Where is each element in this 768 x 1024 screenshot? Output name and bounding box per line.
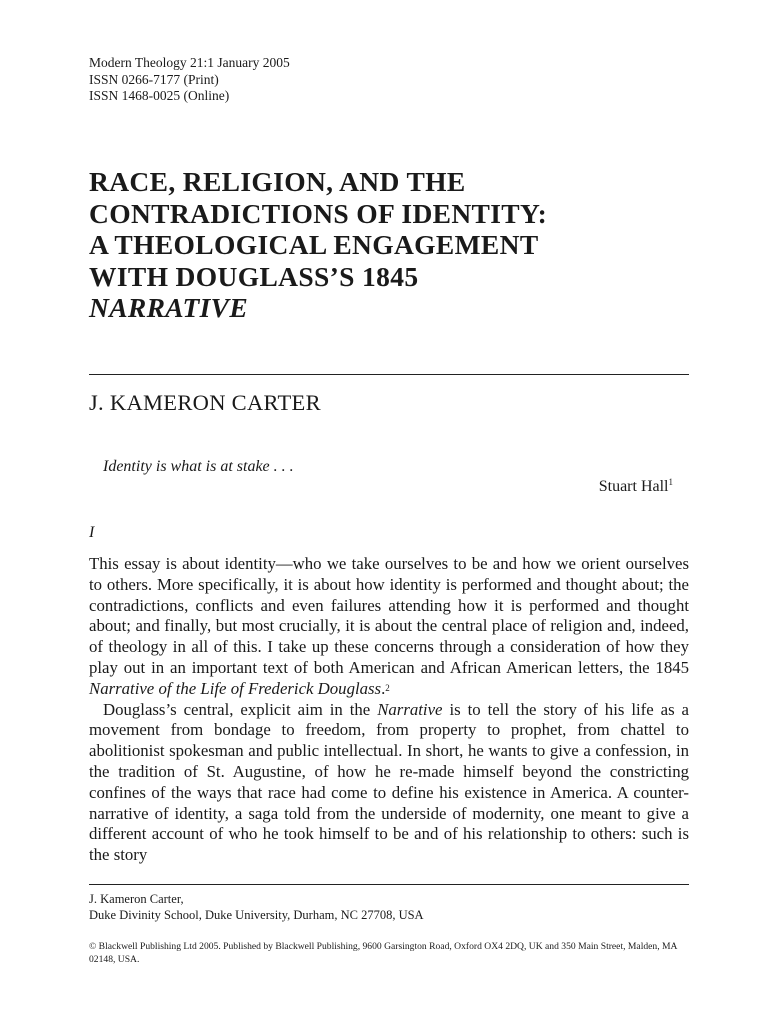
body-paragraph-1: This essay is about identity—who we take ourselves to be and how we orient ourselves to others. More specifically, it is about how identity is performed and thought about; the contradictions, conflicts and even failures attending how it is performed and thought about; and finally, but most crucially, it is about the central place of religion and, indeed, of theology in all of this. I take up these concerns through a consideration of how they play out in an important text of both American and African American letters, the 1845 Narrative of the Life of Frederick Douglass.$^2$ <box>89 554 689 698</box>
footer-divider <box>89 884 689 885</box>
section-number: I <box>89 524 95 541</box>
title-divider <box>89 374 689 375</box>
article-page <box>89 0 689 1024</box>
footnote-ref-2[interactable]: 2 <box>385 682 390 693</box>
journal-citation: Modern Theology 21:1 January 2005 <box>89 55 290 70</box>
footer-author-name: J. Kameron Carter, <box>89 892 184 906</box>
footer-affiliation: Duke Divinity School, Duke University, Durham, NC 27708, USA <box>89 907 424 922</box>
epigraph-attribution <box>599 478 673 496</box>
copyright-notice: © Blackwell Publishing Ltd 2005. Published by Blackwell Publishing, 9600 Garsington Road, Oxford OX4 2DQ, UK and 350 Main Street, Malden, MA 02148, USA. <box>89 941 677 965</box>
epigraph-author: Stuart Hall <box>598 478 669 495</box>
body-paragraph-2: Douglass’s central, explicit aim in the Narrative is to tell the story of his life as a movement from bondage to freedom, from property to prophet, from chattel to abolitionist spokesman and public intellectual. In short, he wants to give a confession, in the tradition of St. Augustine, of how he re-made himself beyond the constricting confines of the ways that race had come to define his existence in America. A counter-narrative of identity, a saga told from the underside of modernity, one meant to give a different account of who he took himself to be and of his relationship to others: such is the story <box>89 699 690 865</box>
book-title: Narrative of the Life of Frederick Douglass <box>89 678 382 698</box>
epigraph-quote: Identity is what is at stake . . . <box>103 458 294 475</box>
title-line-2: CONTRADICTIONS OF IDENTITY: <box>89 197 548 229</box>
title-line-5: NARRATIVE <box>89 292 249 323</box>
issn-online: ISSN 1468-0025 (Online) <box>89 88 230 103</box>
title-line-4: WITH DOUGLASS’S 1845 <box>89 260 419 292</box>
article-title <box>89 166 689 324</box>
title-line-1: RACE, RELIGION, AND THE <box>89 166 466 197</box>
issn-print: ISSN 0266-7177 (Print) <box>89 71 219 87</box>
footnote-ref-1[interactable]: 1 <box>668 477 673 487</box>
article-body <box>89 554 689 866</box>
author-affiliation <box>89 892 424 923</box>
author-name: J. KAMERON CARTER <box>89 390 321 415</box>
title-line-3: A THEOLOGICAL ENGAGEMENT <box>89 229 539 260</box>
journal-header <box>89 55 290 105</box>
book-title-short: Narrative <box>377 699 443 719</box>
